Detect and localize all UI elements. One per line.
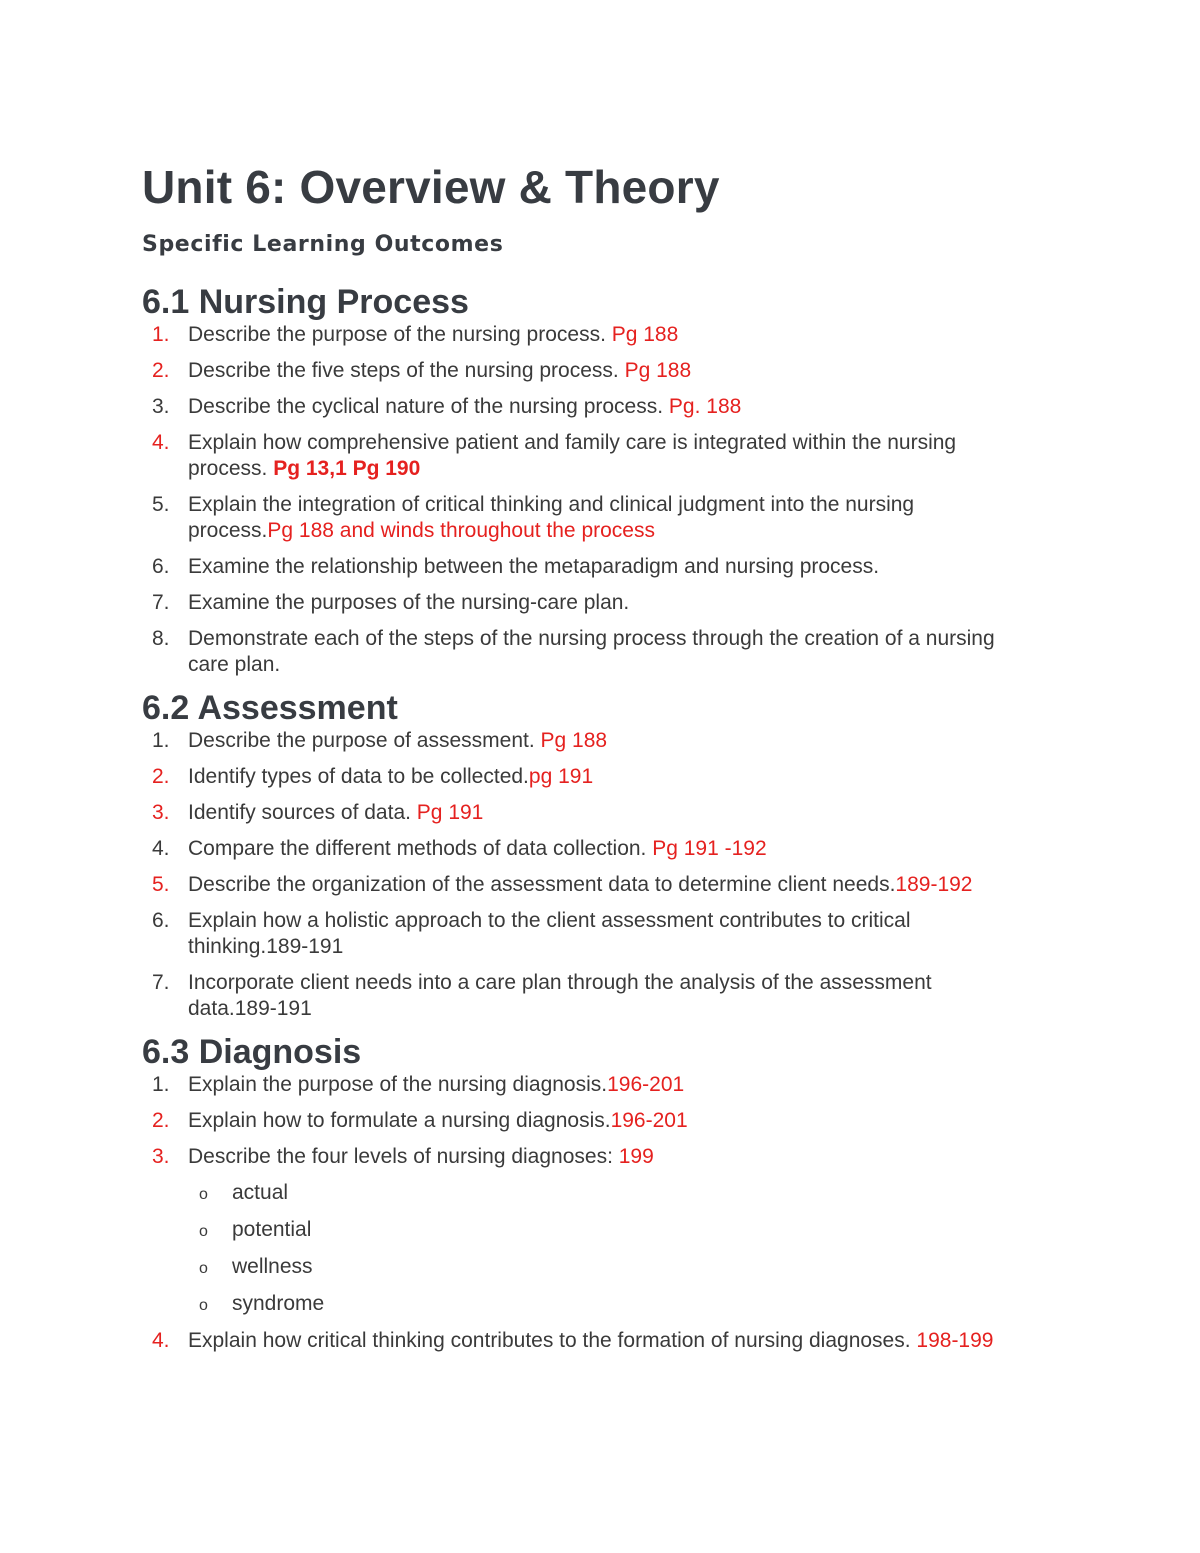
item-text: Identify types of data to be collected. (188, 765, 529, 788)
item-number: 4. (152, 431, 170, 454)
bullet-icon: o (199, 1223, 208, 1240)
page-reference: Pg 191 (416, 801, 484, 824)
page-reference: Pg 188 (611, 323, 679, 346)
item-text: Explain how a holistic approach to the client assessment contributes to critical thinking.189-191 (188, 909, 911, 958)
item-text: Demonstrate each of the steps of the nursing process through the creation of a nursing care plan. (188, 627, 995, 676)
item-number: 6. (152, 555, 170, 578)
page-title: Unit 6: Overview & Theory (142, 161, 720, 213)
item-number: 7. (152, 971, 170, 994)
diagnosis-list (142, 1072, 1022, 1354)
item-text: Explain how comprehensive patient and family care is integrated within the nursing process. (188, 431, 957, 480)
list-item (142, 430, 1022, 482)
list-item (142, 492, 1022, 544)
item-number: 1. (152, 323, 170, 346)
list-item (142, 970, 1022, 1022)
sub-list-item (142, 1254, 1022, 1280)
list-item (142, 1108, 1022, 1134)
item-text: Explain the integration of critical thinking and clinical judgment into the nursing process. (188, 493, 915, 542)
item-number: 2. (152, 1109, 170, 1132)
item-number: 8. (152, 627, 170, 650)
page-reference: 196-201 (607, 1073, 685, 1096)
sub-list-item (142, 1180, 1022, 1206)
diagnosis-levels-list (142, 1180, 1022, 1317)
list-item (142, 322, 1022, 348)
item-text: Explain how critical thinking contributes to the formation of nursing diagnoses. (188, 1329, 917, 1352)
list-item (142, 728, 1022, 754)
page-reference: Pg 188 and winds throughout the process (267, 519, 655, 542)
item-number: 3. (152, 395, 170, 418)
page-reference: Pg 191 -192 (652, 837, 767, 860)
sub-list-item (142, 1217, 1022, 1243)
item-text: Describe the five steps of the nursing process. (188, 359, 625, 382)
item-text: Describe the purpose of assessment. (188, 729, 541, 752)
item-text: Explain how to formulate a nursing diagnosis. (188, 1109, 611, 1132)
list-item (142, 626, 1022, 678)
section-heading-assessment: 6.2 Assessment (142, 689, 398, 727)
page-reference: 198-199 (916, 1329, 994, 1352)
page-reference: 196-201 (610, 1109, 688, 1132)
item-number: 5. (152, 493, 170, 516)
sub-item-text: potential (232, 1218, 312, 1241)
bullet-icon: o (199, 1186, 208, 1203)
assessment-list (142, 728, 1022, 1022)
list-item (142, 800, 1022, 826)
item-text: Identify sources of data. (188, 801, 417, 824)
list-item (142, 908, 1022, 960)
sub-list-item (142, 1291, 1022, 1317)
item-number: 7. (152, 591, 170, 614)
page-subtitle: Specific Learning Outcomes (142, 232, 504, 257)
list-item (142, 590, 1022, 616)
list-item (142, 358, 1022, 384)
item-text: Describe the cyclical nature of the nursing process. (188, 395, 669, 418)
page-reference: pg 191 (528, 765, 594, 788)
page-reference: 189-192 (895, 873, 973, 896)
item-text: Describe the four levels of nursing diagnoses: (188, 1145, 619, 1168)
sub-item-text: syndrome (232, 1292, 325, 1315)
item-text: Describe the organization of the assessment data to determine client needs. (188, 873, 896, 896)
page-reference: 199 (618, 1145, 654, 1168)
item-number: 2. (152, 765, 170, 788)
item-number: 4. (152, 837, 170, 860)
page-reference: Pg 13,1 Pg 190 (273, 457, 421, 480)
item-number: 1. (152, 729, 170, 752)
bullet-icon: o (199, 1297, 208, 1314)
document-page (142, 160, 1022, 1364)
list-item (142, 394, 1022, 420)
item-number: 3. (152, 1145, 170, 1168)
bullet-icon: o (199, 1260, 208, 1277)
item-text: Examine the relationship between the metaparadigm and nursing process. (188, 555, 880, 578)
item-number: 6. (152, 909, 170, 932)
list-item (142, 1144, 1022, 1317)
sub-item-text: actual (232, 1181, 289, 1204)
item-number: 2. (152, 359, 170, 382)
item-number: 4. (152, 1329, 170, 1352)
nursing-process-list (142, 322, 1022, 678)
list-item (142, 1072, 1022, 1098)
page-reference: Pg 188 (540, 729, 608, 752)
item-text: Incorporate client needs into a care plan through the analysis of the assessment data.189-191 (188, 971, 932, 1020)
item-text: Explain the purpose of the nursing diagnosis. (188, 1073, 608, 1096)
list-item (142, 836, 1022, 862)
list-item (142, 872, 1022, 898)
sub-item-text: wellness (232, 1255, 313, 1278)
list-item (142, 1328, 1022, 1354)
page-reference: Pg 188 (624, 359, 692, 382)
page-reference: Pg. 188 (668, 395, 742, 418)
section-heading-diagnosis: 6.3 Diagnosis (142, 1033, 362, 1071)
item-number: 1. (152, 1073, 170, 1096)
list-item (142, 764, 1022, 790)
item-text: Describe the purpose of the nursing process. (188, 323, 612, 346)
item-number: 5. (152, 873, 170, 896)
item-text: Compare the different methods of data collection. (188, 837, 653, 860)
section-heading-nursing-process: 6.1 Nursing Process (142, 283, 469, 321)
item-number: 3. (152, 801, 170, 824)
item-text: Examine the purposes of the nursing-care plan. (188, 591, 630, 614)
list-item (142, 554, 1022, 580)
